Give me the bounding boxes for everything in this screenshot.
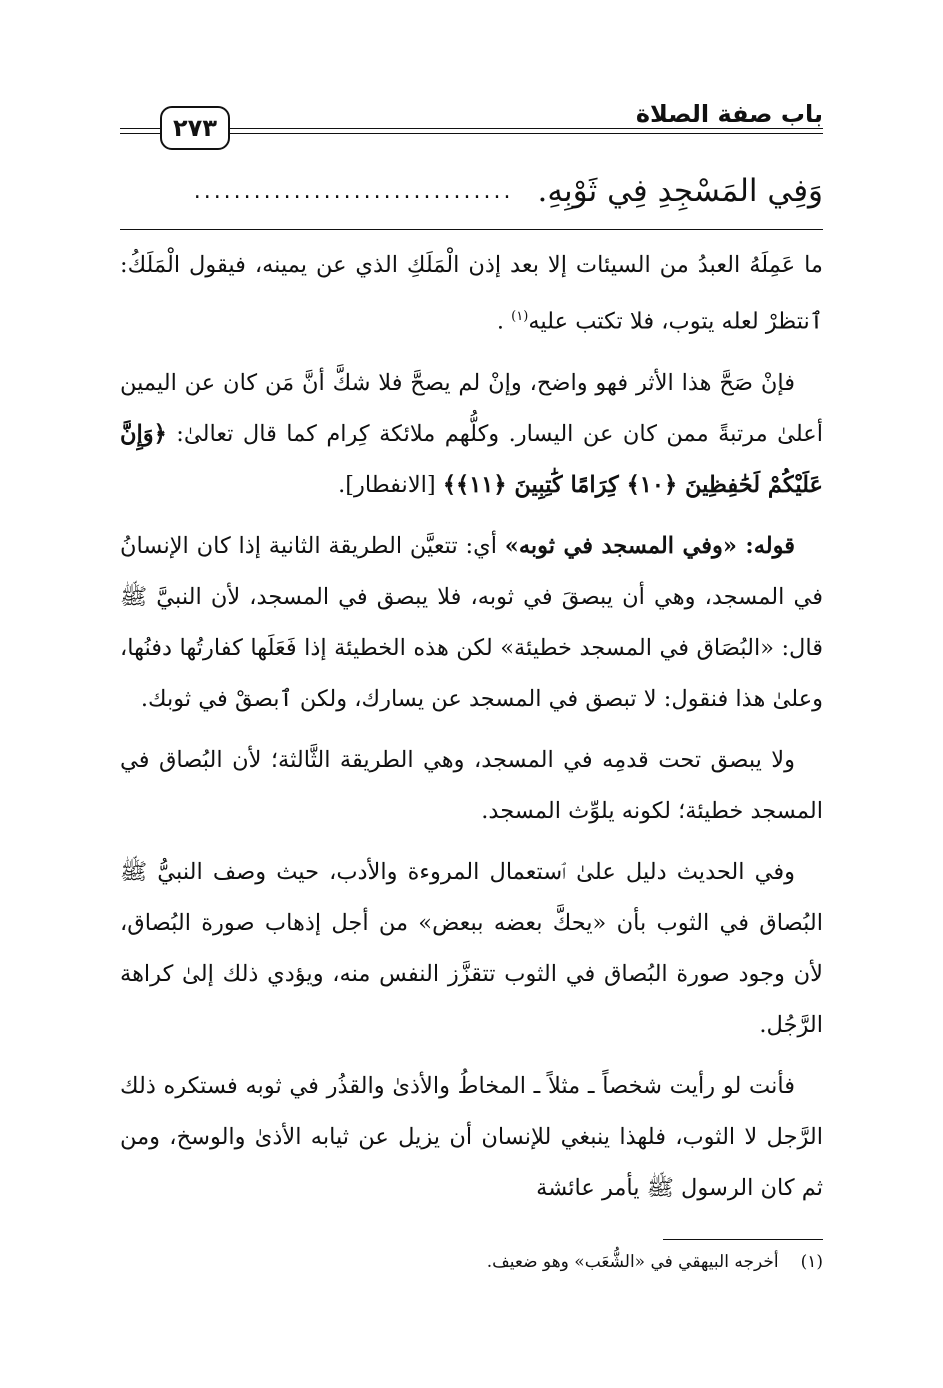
paragraph-6: فأنت لو رأيت شخصاً ـ مثلاً ـ المخاطُ والأذىٰ والقذُر في ثوبه فستكره ذلك الرَّجل لا الثوب، فلهذا ينبغي للإنسان أن يزيل عن ثيابه الأذىٰ والوسخ، ومن ثم كان الرسول ﷺ يأمر عائشة — [120, 1072, 823, 1201]
matn-dots: ................................ — [193, 178, 514, 204]
running-head: باب صفة الصلاة — [635, 100, 823, 128]
quran-verse: ﴿وَإِنَّ عَلَيْكُمْ لَحَٰفِظِينَ ﴿١٠﴾ كِرَامًا كَٰتِبِينَ ﴿١١﴾﴾ — [120, 420, 823, 498]
paragraph-4: ولا يبصق تحت قدمِه في المسجد، وهي الطريقة الثَّالثة؛ لأن البُصاق في المسجد خطيئة؛ لكونه يلوِّث المسجد. — [120, 746, 823, 824]
quran-source: [الانفطار]. — [338, 471, 436, 498]
paragraph-3 — [120, 521, 823, 725]
paragraph-1 — [120, 240, 823, 348]
commentary-body — [120, 240, 823, 1224]
matn-rule — [120, 229, 823, 230]
footnote-text: أخرجه البيهقي في «الشُّعَب» وهو ضعيف. — [486, 1252, 779, 1272]
paragraph-5: وفي الحديث دليل علىٰ ٱستعمال المروءة والأدب، حيث وصف النبيُّ ﷺ البُصاق في الثوب بأن «يحكَّ بعضه ببعض» من أجل إذهاب صورة البُصاق، لأن وجود صورة البُصاق في الثوب تتقزَّز النفس منه، ويؤدي ذلك إلىٰ كراهة الرَّجُل. — [120, 858, 823, 1038]
paragraph-3-lead: قوله: «وفي المسجد في ثوبه» — [504, 532, 795, 559]
page-number: ٢٧٣ — [160, 106, 230, 150]
paragraph-1-text: ما عَمِلَهُ العبدُ من السيئات إلا بعد إذن الْمَلَكِ الذي عن يمينه، فيقول الْمَلَكُ: ٱنتظرْ لعله يتوب، فلا تكتب عليه — [120, 252, 823, 335]
paragraph-1-end: . — [496, 308, 505, 335]
footnote-1 — [120, 1246, 823, 1278]
footnote-number: (١) — [800, 1252, 823, 1272]
matn-line — [120, 166, 823, 216]
footnote-rule — [663, 1239, 823, 1240]
paragraph-2 — [120, 358, 823, 511]
paragraph-2-text: فإنْ صَحَّ هذا الأثر فهو واضح، وإنْ لم يصحَّ فلا شكَّ أنَّ مَن كان عن اليمين أعلىٰ مرتبةً ممن كان عن اليسار. وكلُّهم ملائكة كِرام كما قال تعالىٰ: — [120, 369, 823, 447]
paragraph-3-text: أي: تتعيَّن الطريقة الثانية إذا كان الإنسانُ في المسجد، وهي أن يبصقَ في ثوبه، فلا يبصق في المسجد، لأن النبيَّ ﷺ قال: «البُصَاق في المسجد خطيئة» لكن هذه الخطيئة إذا فَعَلَها كفارتُها دفنُها، وعلىٰ هذا فنقول: لا تبصق في المسجد عن يسارك، ولكن ٱبصقْ في ثوبك. — [120, 532, 823, 712]
matn-text: وَفِي المَسْجِدِ فِي ثَوْبِهِ. — [537, 173, 823, 209]
footnote-ref: (١) — [511, 309, 529, 324]
